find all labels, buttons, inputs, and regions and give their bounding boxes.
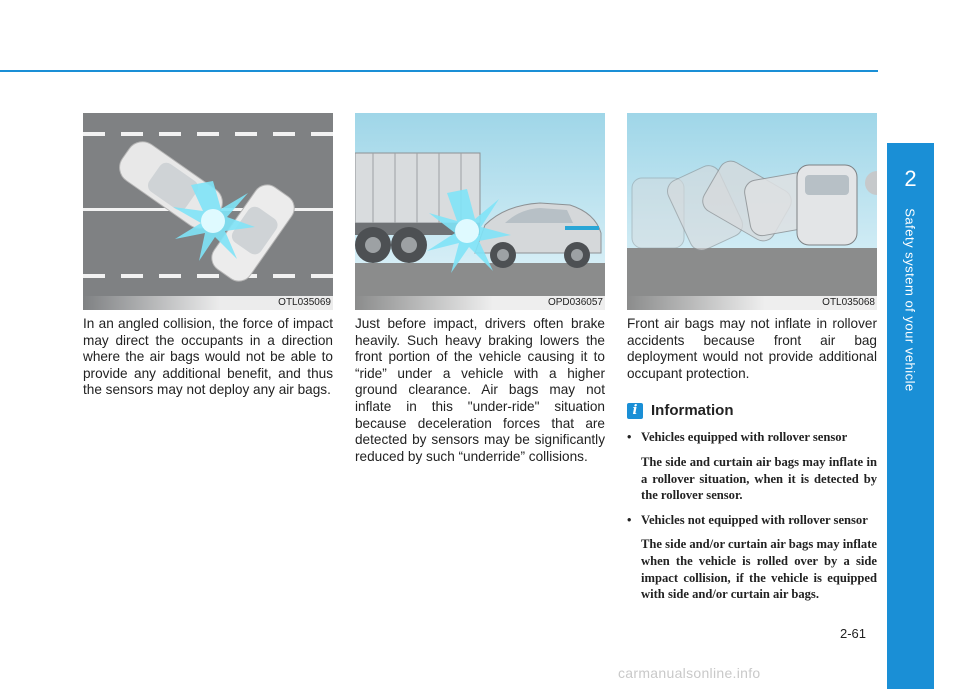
column-underride-collision	[355, 113, 605, 465]
chapter-title: Safety system of your vehicle	[902, 208, 918, 392]
information-list	[627, 429, 877, 602]
bullet-dot: •	[627, 430, 632, 445]
information-icon: i	[627, 403, 643, 419]
figure-code: OPD036057	[355, 296, 605, 310]
information-item-lead: Vehicles not equipped with rollover sensor	[641, 512, 868, 527]
top-rule	[0, 70, 878, 72]
column-rollover	[627, 113, 877, 611]
rollover-text: Front air bags may not inflate in rollover accidents because front air bag deployment would not provide additional occupant protection.	[627, 316, 877, 381]
information-item-detail: The side and/or curtain air bags may inflate when the vehicle is rolled over by a side impact collision, if the vehicle is equipped with side and/or curtain air bags.	[641, 537, 877, 602]
column-angled-collision	[83, 113, 333, 399]
chapter-number: 2	[904, 166, 917, 191]
information-header	[627, 402, 877, 419]
information-title: Information	[651, 402, 734, 420]
figure-code: OTL035068	[627, 296, 877, 310]
angled-collision-illustration	[83, 113, 333, 310]
figure-code: OTL035069	[83, 296, 333, 310]
information-item	[627, 512, 877, 603]
watermark: carmanualsonline.info	[618, 665, 761, 681]
rollover-illustration	[627, 113, 877, 310]
page-number: 2-61	[840, 626, 867, 641]
information-item-lead: Vehicles equipped with rollover sensor	[641, 430, 848, 445]
underride-collision-illustration	[355, 113, 605, 310]
angled-collision-text: In an angled collision, the force of impact may direct the occupants in a direction where the air bags would not be able to provide any additional benefit, and thus the sensors may not deploy any air bags.	[83, 316, 333, 398]
figure-underride-collision	[355, 113, 605, 310]
underride-collision-text: Just before impact, drivers often brake heavily. Such heavy braking lowers the front portion of the vehicle causing it to “ride” under a vehicle with a higher ground clearance. Air bags may not inflate in this "under-ride" situation because deceleration forces that are detected by sensors may be significantly reduced by such “underride” collisions.	[355, 316, 605, 464]
figure-rollover	[627, 113, 877, 310]
figure-angled-collision	[83, 113, 333, 310]
information-item	[627, 429, 877, 503]
bullet-dot: •	[627, 512, 632, 527]
information-item-detail: The side and curtain air bags may inflate in a rollover situation, when it is detected by the rollover sensor.	[641, 454, 877, 503]
